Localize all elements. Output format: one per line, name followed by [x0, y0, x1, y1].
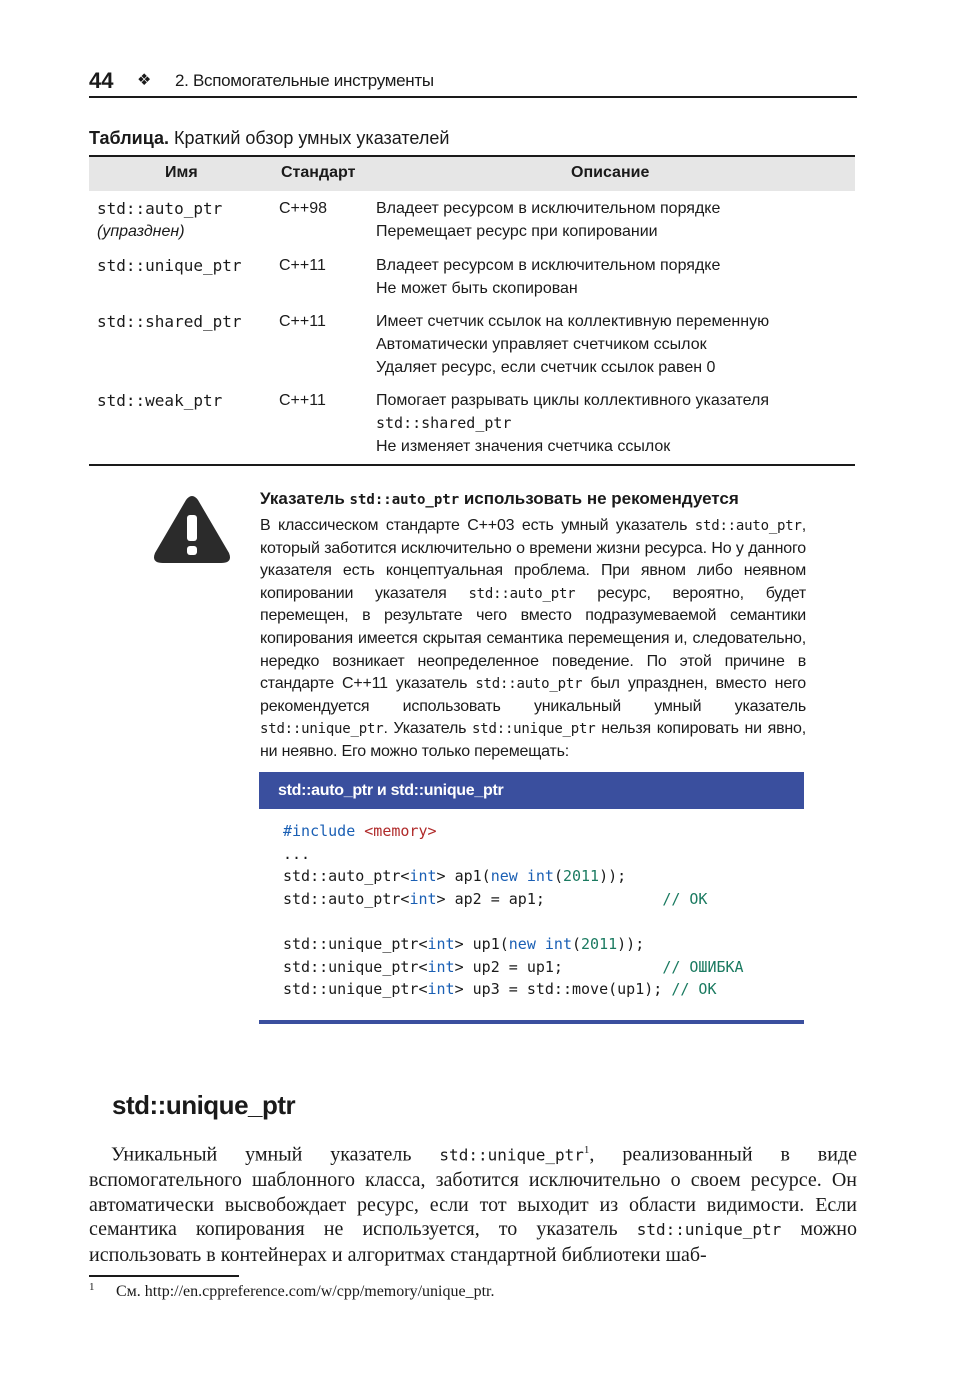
- description-cell: [376, 310, 769, 379]
- text-run: , реализованный в виде вспомогательного шаблонного класса, заботится исключительно о своем ресурсе. Он автоматически высвобождает ресурс, если тот выходит из области видимости. Если семантика копирования не используется, то указатель: [89, 1143, 857, 1241]
- row-name-cell: [97, 197, 222, 243]
- page-number: 44: [89, 68, 114, 93]
- table-row: [89, 191, 855, 254]
- text-run: нельзя копировать ни явно, ни неявно. Его можно только перемещать:: [260, 720, 806, 760]
- pointer-name: std::shared_ptr: [97, 312, 242, 331]
- table-caption: [89, 128, 449, 149]
- text-run: , который заботится исключительно о времени жизни ресурса. Но у данного указателя есть концептуальная проблема. При явном либо неявном копировании указателя: [260, 517, 806, 602]
- inline-code: std::unique_ptr: [472, 721, 596, 738]
- warning-triangle-icon: [153, 495, 231, 565]
- code-line: #include <memory>: [283, 822, 437, 840]
- body-paragraph: [89, 1138, 857, 1267]
- warning-title-text: Указатель: [260, 489, 350, 508]
- table-caption-label: Таблица.: [89, 128, 170, 148]
- table-row: [89, 310, 855, 389]
- text-run: . Указатель: [383, 720, 473, 738]
- row-name-cell: [97, 389, 222, 412]
- table-caption-text: Краткий обзор умных указателей: [169, 128, 450, 148]
- footnote-ref[interactable]: 1: [583, 1144, 590, 1156]
- listing-code: [283, 820, 744, 1001]
- smart-pointer-table: [89, 155, 855, 466]
- code-line: std::unique_ptr<int> up1(new int(2011));: [283, 934, 645, 953]
- description-line: Помогает разрывать циклы коллективного указателя: [376, 392, 769, 409]
- code-line: std::unique_ptr<int> up2 = up1; // ОШИБКА: [283, 957, 744, 976]
- description-line: Владеет ресурсом в исключительном порядке: [376, 200, 721, 217]
- footnote-number: 1: [89, 1281, 95, 1293]
- code-listing: [259, 772, 804, 1024]
- warning-text: [260, 515, 806, 764]
- header-ornament-icon: ❖: [137, 72, 152, 89]
- standard-cell: C++98: [279, 200, 328, 217]
- inline-code: std::unique_ptr: [260, 721, 384, 738]
- chapter-title: 2. Вспомогательные инструменты: [175, 71, 434, 90]
- description-line: Перемещает ресурс при копировании: [376, 223, 658, 240]
- description-line: Удаляет ресурс, если счетчик ссылок равен 0: [376, 359, 716, 376]
- description-line: Владеет ресурсом в исключительном порядке: [376, 257, 721, 274]
- description-line: Не изменяет значения счетчика ссылок: [376, 438, 671, 455]
- running-header: [89, 68, 857, 98]
- row-name-cell: [97, 310, 242, 333]
- footnote-divider: [89, 1275, 239, 1277]
- row-name-cell: [97, 254, 242, 277]
- code-line: std::auto_ptr<int> ap2 = ap1; // OK: [283, 889, 708, 908]
- pointer-name: std::weak_ptr: [97, 391, 223, 410]
- text-run: можно использовать в контейнерах и алгоритмах стандартной библиотеки шаб-: [89, 1218, 858, 1266]
- description-line: Автоматически управляет счетчиком ссылок: [376, 336, 707, 353]
- code-line: ...: [283, 844, 311, 863]
- description-line: std::shared_ptr: [376, 414, 512, 432]
- footnote-text[interactable]: См. http://en.cppreference.com/w/cpp/memory/unique_ptr.: [116, 1283, 495, 1300]
- description-line: Не может быть скопирован: [376, 280, 578, 297]
- inline-code: std::auto_ptr: [694, 518, 802, 534]
- column-header-description: Описание: [571, 164, 650, 181]
- text-run: ресурс, вероятно, будет перемещен, в результате чего вместо подразумеваемой семантики копирования имеется скрытая семантика перемещения и, следовательно, нередко возникает неопределенное поведение. По этой причине в стандарте С++11 указатель: [260, 584, 807, 693]
- code-line: std::unique_ptr<int> up3 = std::move(up1); // OK: [283, 980, 717, 999]
- section-heading: std::unique_ptr: [112, 1090, 296, 1120]
- pointer-name: std::auto_ptr: [97, 199, 223, 218]
- description-cell: [376, 254, 720, 300]
- text-run: Уникальный умный указатель: [111, 1143, 440, 1166]
- listing-title: std::auto_ptr и std::unique_ptr: [259, 772, 804, 809]
- warning-title-code: std::auto_ptr: [349, 492, 460, 508]
- text-run: был упразднен, вместо него рекомендуется использовать уникальный умный указатель: [260, 675, 806, 715]
- standard-cell: C++11: [279, 313, 326, 330]
- warning-title-text: использовать не рекомендуется: [459, 489, 739, 508]
- table-header-row: [89, 157, 855, 191]
- warning-note: [260, 489, 806, 764]
- table-row: [89, 389, 855, 464]
- description-cell: [376, 389, 769, 458]
- text-run: В классическом стандарте С++03 есть умный указатель: [260, 517, 695, 534]
- column-header-name: Имя: [165, 164, 198, 181]
- standard-cell: C++11: [279, 392, 326, 409]
- table-row: [89, 254, 855, 310]
- inline-code: std::auto_ptr: [475, 676, 583, 693]
- column-header-standard: Стандарт: [281, 164, 356, 181]
- code-line: [283, 910, 744, 933]
- inline-code: std::unique_ptr: [439, 1145, 584, 1165]
- description-cell: [376, 197, 720, 243]
- inline-code: std::auto_ptr: [468, 585, 576, 602]
- warning-title: [260, 489, 806, 509]
- pointer-note: (упразднен): [97, 223, 185, 240]
- description-line: Имеет счетчик ссылок на коллективную переменную: [376, 313, 770, 330]
- pointer-name: std::unique_ptr: [97, 256, 242, 275]
- standard-cell: C++11: [279, 257, 326, 274]
- code-line: std::auto_ptr<int> ap1(new int(2011));: [283, 867, 627, 886]
- inline-code: std::unique_ptr: [636, 1220, 782, 1240]
